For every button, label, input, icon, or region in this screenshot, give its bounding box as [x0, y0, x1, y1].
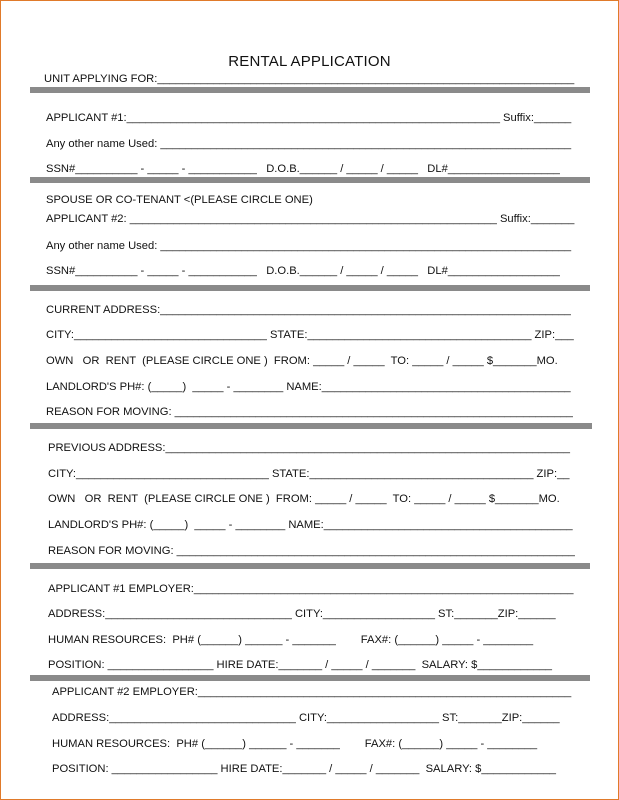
previous-reason-moving-field[interactable]: REASON FOR MOVING: ________________________________________________________________ — [48, 545, 575, 557]
employer2-address-field[interactable]: ADDRESS:______________________________ CITY:__________________ ST:_______ZIP:______ — [52, 712, 560, 724]
section-divider — [30, 285, 590, 291]
current-city-state-zip-field[interactable]: CITY:_______________________________ STATE:____________________________________ ZIP:___ — [46, 329, 574, 341]
previous-own-rent-field[interactable]: OWN OR RENT (PLEASE CIRCLE ONE ) FROM: _____ / _____ TO: _____ / _____ $_______MO. — [48, 493, 560, 505]
employer1-address-field[interactable]: ADDRESS:______________________________ CITY:__________________ ST:_______ZIP:______ — [48, 608, 556, 620]
employer2-name-field[interactable]: APPLICANT #2 EMPLOYER:____________________________________________________________ — [52, 686, 572, 698]
employer2-hr-field[interactable]: HUMAN RESOURCES: PH# (______) ______ - _______ FAX#: (______) _____ - ________ — [52, 738, 538, 750]
previous-city-state-zip-field[interactable]: CITY:_______________________________ STATE:____________________________________ ZIP:__ — [48, 468, 570, 480]
current-address-field[interactable]: CURRENT ADDRESS:__________________________________________________________________ — [46, 304, 571, 316]
unit-applying-field[interactable]: UNIT APPLYING FOR:___________________________________________________________________ — [44, 73, 575, 85]
section-divider — [30, 87, 590, 93]
previous-address-field[interactable]: PREVIOUS ADDRESS:_________________________________________________________________ — [48, 442, 570, 454]
section-divider — [30, 563, 590, 569]
applicant1-other-name-field[interactable]: Any other name Used: __________________________________________________________________ — [46, 138, 572, 150]
current-own-rent-field[interactable]: OWN OR RENT (PLEASE CIRCLE ONE ) FROM: _____ / _____ TO: _____ / _____ $_______MO. — [46, 355, 558, 367]
applicant2-other-name-field[interactable]: Any other name Used: __________________________________________________________________ — [46, 240, 572, 252]
employer1-hr-field[interactable]: HUMAN RESOURCES: PH# (______) ______ - _______ FAX#: (______) _____ - ________ — [48, 634, 534, 646]
form-title: RENTAL APPLICATION — [228, 53, 391, 70]
employer1-position-field[interactable]: POSITION: _________________ HIRE DATE:_______ / _____ / _______ SALARY: $____________ — [48, 659, 553, 671]
section-divider — [30, 423, 592, 429]
applicant2-name-field[interactable]: APPLICANT #2: ___________________________________________________________ Suffix:_______ — [46, 213, 575, 225]
applicant2-ssn-dob-dl-field[interactable]: SSN#__________ - _____ - ___________ D.O.B.______ / _____ / _____ DL#__________________ — [46, 265, 560, 277]
employer1-name-field[interactable]: APPLICANT #1 EMPLOYER:_____________________________________________________________ — [48, 583, 574, 595]
employer2-position-field[interactable]: POSITION: _________________ HIRE DATE:_______ / _____ / _______ SALARY: $____________ — [52, 763, 557, 775]
applicant1-ssn-dob-dl-field[interactable]: SSN#__________ - _____ - ___________ D.O.B.______ / _____ / _____ DL#__________________ — [46, 163, 560, 175]
section-divider — [30, 675, 590, 681]
co-tenant-heading: SPOUSE OR CO-TENANT <(PLEASE CIRCLE ONE) — [46, 194, 313, 206]
previous-landlord-field[interactable]: LANDLORD'S PH#: (_____) _____ - ________ NAME:________________________________________ — [48, 519, 573, 531]
current-reason-moving-field[interactable]: REASON FOR MOVING: ________________________________________________________________ — [46, 406, 573, 418]
applicant1-name-field[interactable]: APPLICANT #1:____________________________________________________________ Suffix:______ — [46, 112, 572, 124]
current-landlord-field[interactable]: LANDLORD'S PH#: (_____) _____ - ________ NAME:________________________________________ — [46, 381, 571, 393]
section-divider — [30, 177, 590, 183]
